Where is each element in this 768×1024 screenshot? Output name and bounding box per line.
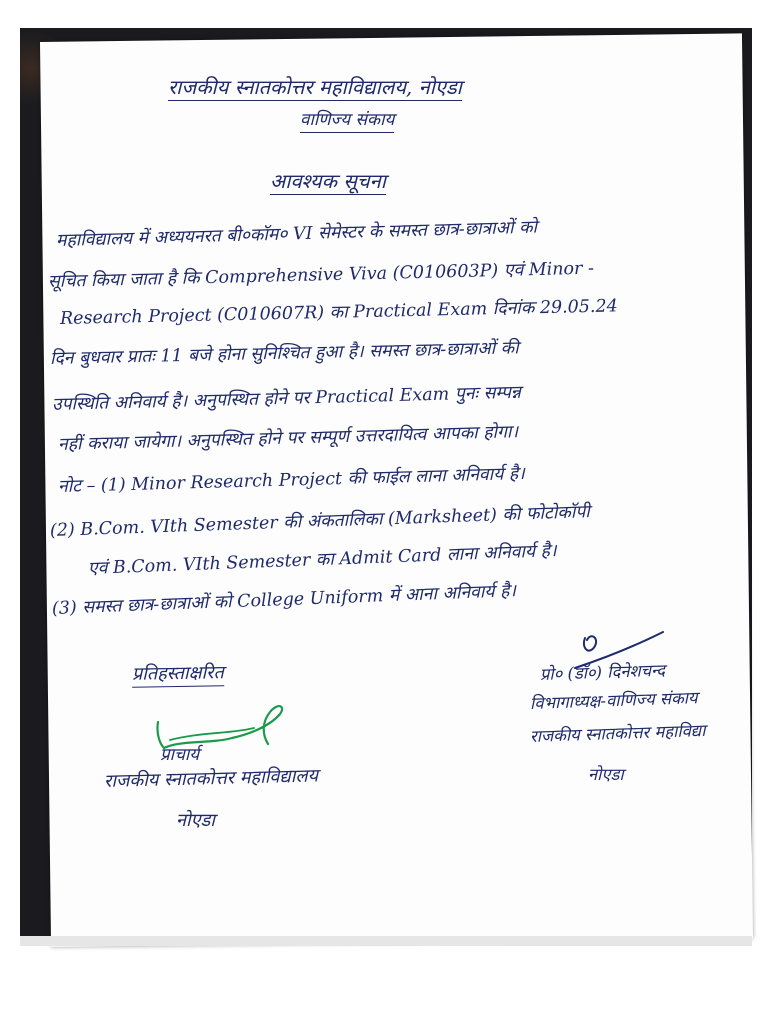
body-line: नहीं कराया जायेगा। अनुपस्थित होने पर सम्पूर्ण उत्तरदायित्व आपका होगा। (57, 422, 519, 455)
attested-label: प्रतिहस्ताक्षरित (132, 663, 224, 687)
body-line: Research Project (C010607R) का Practical Exam दिनांक 29.05.24 (59, 296, 618, 329)
faculty-name: वाणिज्य संकाय (300, 111, 394, 133)
note-line: नोट – (1) Minor Research Project की फाईल लाना अनिवार्य है। (57, 463, 526, 497)
department-head-college: राजकीय स्नातकोत्तर महाविद्या (529, 720, 706, 746)
department-head-city: नोएडा (588, 765, 624, 784)
principal-city: नोएडा (176, 810, 215, 831)
principal-designation: प्राचार्य (160, 745, 200, 765)
department-head-name: प्रो० (डॉ०) दिनेशचन्द (539, 660, 666, 684)
body-line: सूचित किया जाता है कि Comprehensive Viva (C010603P) एवं Minor - (47, 258, 595, 292)
principal-college: राजकीय स्नातकोत्तर महाविद्यालय (103, 765, 319, 792)
notice-heading: आवश्यक सूचना (270, 169, 386, 193)
institution-title: राजकीय स्नातकोत्तर महाविद्यालय, नोएडा (168, 75, 462, 99)
note-line: एवं B.Com. VIth Semester का Admit Card लाना अनिवार्य है। (87, 541, 557, 579)
note-line: (2) B.Com. VIth Semester की अंकतालिका (Marksheet) की फोटोकॉपी (49, 502, 591, 541)
body-line: दिन बुधवार प्रातः 11 बजे होना सुनिश्चित हुआ है। समस्त छात्र-छात्राओं की (49, 338, 519, 369)
body-line: महाविद्यालय में अध्ययनरत बी०कॉम० VI सेमेस्टर के समस्त छात्र-छात्राओं को (55, 217, 538, 251)
department-head-designation: विभागाध्यक्ष-वाणिज्य संकाय (529, 688, 698, 713)
body-line: उपस्थिति अनिवार्य है। अनुपस्थित होने पर Practical Exam पुनः सम्पन्न (51, 382, 522, 415)
page-edge (20, 936, 752, 946)
note-line: (3) समस्त छात्र-छात्राओं को College Uniform में आना अनिवार्य है। (51, 581, 517, 619)
